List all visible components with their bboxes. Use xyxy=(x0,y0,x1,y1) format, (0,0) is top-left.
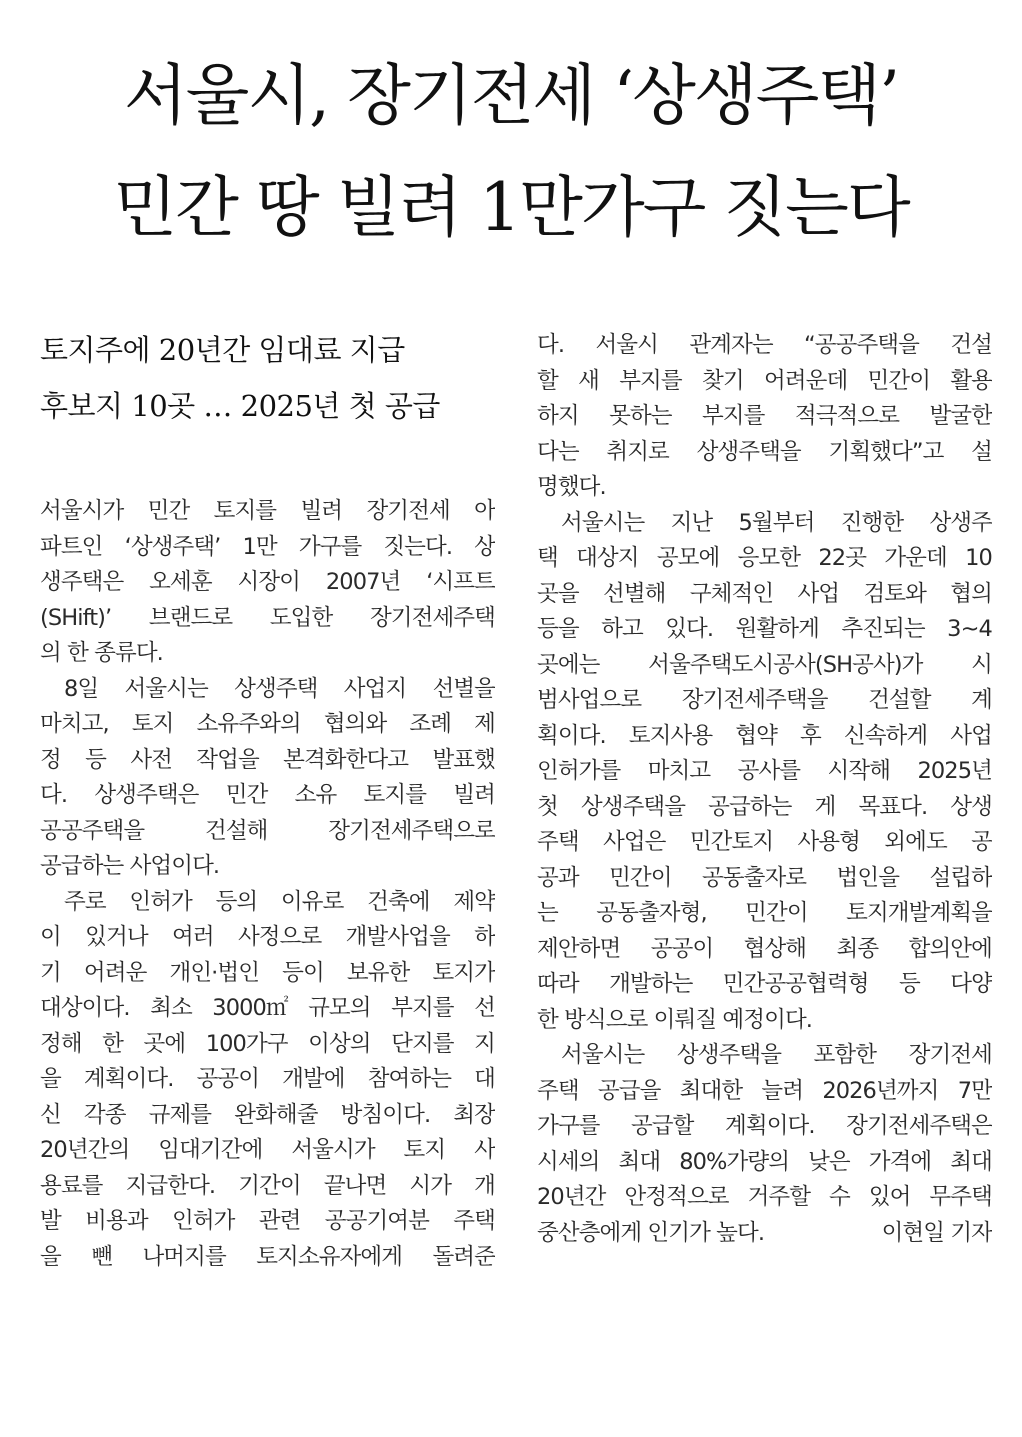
word: 무주택 xyxy=(929,1184,992,1210)
word: 서울시는 xyxy=(124,675,208,702)
word: “공공주택을 xyxy=(804,332,919,358)
word: 기간이 xyxy=(238,1172,301,1199)
text-line xyxy=(40,920,495,956)
word: 도입한 xyxy=(269,604,333,631)
word: 찾기 xyxy=(702,367,744,394)
word: 늘려 xyxy=(761,1077,804,1104)
word: 인허가 xyxy=(129,888,192,915)
word: 마치고 xyxy=(647,758,711,784)
word: 낮은 xyxy=(808,1148,850,1175)
word: 장기전세주택을 xyxy=(681,687,828,713)
word: 부지를 xyxy=(619,367,682,394)
word: 취지로 xyxy=(606,438,669,465)
word: 공급을 xyxy=(597,1077,661,1104)
word: 관계자는 xyxy=(689,332,773,358)
word: 각종 xyxy=(83,1101,126,1128)
word: 주택 xyxy=(537,829,579,855)
text-line xyxy=(537,1180,992,1216)
word: 등이 xyxy=(282,959,324,986)
word: 대상지 xyxy=(576,545,639,571)
word: 계획이다. xyxy=(725,1113,815,1139)
text-line xyxy=(40,1133,495,1169)
word: 보유한 xyxy=(346,959,410,986)
word: 응모한 xyxy=(737,545,801,571)
word: 개 xyxy=(474,1172,495,1199)
word: 가격에 xyxy=(868,1148,932,1175)
word: 빌려 xyxy=(453,782,495,808)
word: 있어 xyxy=(868,1184,911,1210)
word: 등의 xyxy=(215,888,258,915)
text-line: 공급하는 사업이다. xyxy=(40,853,220,879)
word: 따라 xyxy=(537,971,579,997)
text-line xyxy=(537,328,992,364)
word: 추진되는 xyxy=(841,616,925,642)
word: 합의안에 xyxy=(908,935,992,962)
word: 곳을 xyxy=(537,580,579,607)
word: 못하는 xyxy=(609,403,672,429)
word: 임대기간에 xyxy=(158,1137,263,1163)
word: 사업지 xyxy=(343,675,407,702)
word: 공공기여분 xyxy=(324,1208,429,1234)
article-column-right xyxy=(537,328,992,1251)
word: 주택 xyxy=(453,1208,495,1234)
word: 상생주택을 xyxy=(696,438,801,465)
word: 하 xyxy=(474,924,495,950)
word: 서울주택도시공사(SH공사)가 xyxy=(648,651,923,678)
word: 있다. xyxy=(665,616,714,642)
word: 브랜드로 xyxy=(148,604,233,631)
headline-line-1: 서울시, 장기전세 ‘상생주택’ xyxy=(123,57,899,134)
word: 1만 xyxy=(242,533,277,560)
word: 22곳 xyxy=(818,545,867,571)
word: 개발하는 xyxy=(609,971,693,997)
text-line xyxy=(537,861,992,897)
word: 오세훈 xyxy=(149,569,212,595)
word: 이유로 xyxy=(280,888,344,915)
text-line xyxy=(40,707,495,743)
text-line xyxy=(40,778,495,814)
subheadline xyxy=(40,322,510,434)
word: 조례 xyxy=(409,711,452,737)
word: 개발사업을 xyxy=(345,924,450,950)
text-line xyxy=(40,743,495,779)
word: 장기전세 xyxy=(908,1042,992,1068)
word: 공공주택을 xyxy=(40,817,145,844)
text-line xyxy=(40,814,495,850)
word: 작업을 xyxy=(196,746,259,773)
word: 서울시는 xyxy=(561,1042,645,1068)
text-line xyxy=(537,364,992,400)
word: 을 xyxy=(40,1243,61,1270)
word: 파트인 xyxy=(40,533,103,560)
text-line xyxy=(537,1038,992,1074)
word: 공사를 xyxy=(737,758,801,784)
text-line xyxy=(537,967,992,1003)
word: 주로 xyxy=(64,888,106,915)
text-line xyxy=(537,932,992,968)
word: 정 xyxy=(40,746,61,773)
word: 민간이 xyxy=(609,864,672,891)
text-line xyxy=(40,494,495,530)
word: 상생주택을 xyxy=(676,1042,782,1068)
word: 검토와 xyxy=(863,580,926,607)
word: 장기전세주택으로 xyxy=(328,817,495,844)
word: 인허가 xyxy=(171,1208,235,1234)
word: 20년간의 xyxy=(40,1137,130,1163)
word: 진행한 xyxy=(840,509,904,536)
word: 곳에는 xyxy=(537,651,600,678)
word: 토지 xyxy=(403,1137,446,1163)
word: 선별해 xyxy=(602,580,666,607)
word: 장기전세주택은 xyxy=(846,1113,992,1139)
word: 정해 xyxy=(40,1030,82,1057)
word: 최소 xyxy=(150,995,192,1021)
text-line xyxy=(537,825,992,861)
word: 협의와 xyxy=(323,711,387,737)
word: 2025년 xyxy=(917,758,992,784)
word: 규모의 xyxy=(308,995,371,1021)
word: (SHift)’ xyxy=(40,604,112,631)
word: 기획했다”고 xyxy=(828,438,944,465)
text-line xyxy=(537,896,992,932)
text-line xyxy=(40,1098,495,1134)
word: 건설해 xyxy=(204,817,268,844)
subheadline-line-1: 토지주에 20년간 임대료 지급 xyxy=(40,333,405,367)
byline: 이현일 기자 xyxy=(881,1219,992,1246)
word: 최장 xyxy=(453,1101,495,1128)
word: 곳에 xyxy=(143,1030,186,1057)
word: 시세의 xyxy=(537,1148,600,1175)
word: 제안하면 xyxy=(537,935,621,962)
text-line xyxy=(537,754,992,790)
word: 5월부터 xyxy=(738,509,815,536)
text-line xyxy=(537,719,992,755)
word: 상생 xyxy=(950,793,992,820)
word: 이상의 xyxy=(308,1030,371,1057)
headline xyxy=(0,40,1022,264)
word: 할 xyxy=(537,367,558,394)
word: 상생주택을 xyxy=(580,793,686,820)
word: 부지를 xyxy=(391,995,454,1021)
word: 돌려준 xyxy=(432,1243,495,1270)
word: 사업 xyxy=(797,580,840,607)
text-line xyxy=(537,435,992,471)
text-line xyxy=(537,399,992,435)
word: 짓는다. xyxy=(383,533,453,560)
word: 등 xyxy=(899,971,920,997)
word: 개인·법인 xyxy=(169,959,260,986)
text-line xyxy=(537,1145,992,1181)
word: 사 xyxy=(474,1137,495,1163)
word: 이 xyxy=(40,924,61,950)
word: 인허가를 xyxy=(537,758,621,784)
word: 100가구 xyxy=(205,1030,288,1057)
text-line xyxy=(537,612,992,648)
word: 개발에 xyxy=(282,1066,345,1092)
word: 적극적으로 xyxy=(794,403,900,429)
word: 범사업으로 xyxy=(537,687,642,713)
word: 완화해줄 xyxy=(234,1101,318,1128)
word: 발굴한 xyxy=(929,403,992,429)
word: 상생주택은 xyxy=(94,782,199,808)
word: 방침이다. xyxy=(340,1101,431,1128)
word: ‘상생주택’ xyxy=(124,533,221,560)
word: 장기전세 xyxy=(366,498,450,524)
word: 등 xyxy=(85,746,106,773)
word: 공급하는 xyxy=(708,793,792,820)
text-line xyxy=(40,1169,495,1205)
word: 있거나 xyxy=(85,924,148,950)
word: 하고 xyxy=(601,616,643,642)
word: 수 xyxy=(829,1184,850,1210)
word: 공공이 xyxy=(196,1066,260,1092)
word: 본격화한다고 xyxy=(283,746,409,773)
word: 공과 xyxy=(537,864,579,891)
text-line xyxy=(40,1027,495,1063)
word: 첫 xyxy=(537,793,558,820)
headline-line-2: 민간 땅 빌려 1만가구 짓는다 xyxy=(113,169,909,246)
text-line-final: 중산층에게 인기가 높다. xyxy=(537,1219,765,1246)
word: 공동출자형, xyxy=(596,900,707,926)
word: 부지를 xyxy=(701,403,765,429)
text-line xyxy=(40,1240,495,1276)
text-line xyxy=(537,541,992,577)
word: 사용형 xyxy=(797,829,860,855)
word: 공급할 xyxy=(631,1113,694,1139)
word: 안정적으로 xyxy=(624,1184,729,1210)
word: 비용과 xyxy=(85,1208,148,1234)
word: 한 xyxy=(102,1030,124,1057)
text-line xyxy=(40,672,495,708)
word: 주택 xyxy=(537,1077,579,1104)
word: 토지개발계획을 xyxy=(846,900,992,926)
text-line xyxy=(40,1204,495,1240)
word: 토지사용 xyxy=(628,722,713,749)
word: 장기전세주택 xyxy=(369,604,495,631)
word: 구체적인 xyxy=(689,580,774,607)
word: 계 xyxy=(971,687,992,713)
word: 사전 xyxy=(130,746,172,773)
word: 끝나면 xyxy=(323,1172,387,1199)
word: 토지를 xyxy=(213,498,277,524)
word: 민간 xyxy=(147,498,190,524)
word: 민간이 xyxy=(867,367,931,394)
word: 목표다. xyxy=(858,793,928,820)
text-line xyxy=(40,565,495,601)
word: 공공이 xyxy=(650,935,714,962)
text-line xyxy=(537,683,992,719)
word: 시작해 xyxy=(827,758,891,784)
word: 가운데 xyxy=(884,545,947,571)
text-line xyxy=(537,577,992,613)
word: 획이다. xyxy=(537,722,606,749)
word: 용료를 xyxy=(40,1172,103,1199)
word: 활용 xyxy=(950,367,992,394)
text-line xyxy=(40,1062,495,1098)
text-line xyxy=(40,885,495,921)
word: 협의 xyxy=(950,580,992,607)
word: 관련 xyxy=(258,1208,301,1234)
word: 다. xyxy=(537,332,565,358)
word: 발표했 xyxy=(432,746,495,773)
word: 민간공공협력형 xyxy=(722,971,869,997)
word: 하지 xyxy=(537,403,579,429)
word: 제 xyxy=(474,711,495,737)
word: 소유주와의 xyxy=(196,711,301,737)
word: 어려운데 xyxy=(763,367,848,394)
word: 사업은 xyxy=(602,829,666,855)
text-line xyxy=(40,991,495,1027)
word: 생주택은 xyxy=(40,569,124,595)
word: 마치고, xyxy=(40,711,109,737)
text-line-with-byline xyxy=(537,1216,992,1252)
word: 서울시 xyxy=(595,332,658,358)
text-line xyxy=(40,530,495,566)
word: 서울시는 xyxy=(561,509,645,536)
text-line xyxy=(537,790,992,826)
word: 민간이 xyxy=(745,900,808,926)
word: 발 xyxy=(40,1208,61,1234)
word: 신 xyxy=(40,1101,61,1128)
word: 다양 xyxy=(950,971,992,997)
word: 건설 xyxy=(950,332,992,358)
word: 8일 xyxy=(64,675,99,702)
word: 토지소유자에게 xyxy=(256,1243,403,1270)
word: 7만 xyxy=(957,1077,992,1104)
word: 시가 xyxy=(409,1172,452,1199)
word: 2026년까지 xyxy=(822,1077,939,1104)
word: 공모에 xyxy=(656,545,720,571)
word: 사정으로 xyxy=(237,924,322,950)
word: 대상이다. xyxy=(40,995,130,1021)
word: 게 xyxy=(814,793,836,820)
word: 공동출자로 xyxy=(701,864,807,891)
text-line xyxy=(537,1109,992,1145)
word: 여러 xyxy=(171,924,214,950)
word: 토지 xyxy=(131,711,174,737)
word: 다는 xyxy=(537,438,579,465)
word: 토지가 xyxy=(432,959,495,986)
word: 공 xyxy=(971,829,992,855)
word: 새 xyxy=(578,367,599,394)
word: ‘시프트 xyxy=(426,569,495,595)
word: 3~4 xyxy=(947,616,992,642)
word: 서울시가 xyxy=(40,498,124,524)
word: 서울시가 xyxy=(291,1137,375,1163)
word: 건축에 xyxy=(367,888,430,915)
text-line: 의 한 종류다. xyxy=(40,640,163,666)
word: 사업 xyxy=(950,722,992,749)
word: 최종 xyxy=(836,935,879,962)
word: 빌려 xyxy=(300,498,343,524)
text-line xyxy=(537,506,992,542)
word: 아 xyxy=(474,498,495,524)
word: 법인을 xyxy=(836,864,900,891)
word: 상생주택 xyxy=(234,675,318,702)
word: 지난 xyxy=(670,509,713,536)
word: 상 xyxy=(474,533,495,560)
text-line: 명했다. xyxy=(537,474,606,500)
word: 지급한다. xyxy=(125,1172,216,1199)
word: 2007년 xyxy=(325,569,401,595)
text-line xyxy=(40,956,495,992)
article-column-left xyxy=(40,494,495,1275)
word: 20년간 xyxy=(537,1184,606,1210)
word: 다. xyxy=(40,782,68,808)
word: 최대 xyxy=(950,1148,992,1175)
word: 최대 xyxy=(618,1148,661,1175)
word: 협상해 xyxy=(743,935,807,962)
word: 소유 xyxy=(294,782,337,808)
word: 시 xyxy=(971,651,992,678)
word: 3000㎡ xyxy=(212,995,288,1021)
word: 규제를 xyxy=(148,1101,212,1128)
word: 설 xyxy=(971,438,992,465)
word: 어려운 xyxy=(83,959,147,986)
word: 설립하 xyxy=(929,864,992,891)
text-line: 한 방식으로 이뤄질 예정이다. xyxy=(537,1006,813,1033)
word: 최대한 xyxy=(679,1077,743,1104)
word: 시장이 xyxy=(237,569,301,595)
subheadline-line-2: 후보지 10곳 … 2025년 첫 공급 xyxy=(40,389,440,423)
word: 10 xyxy=(965,545,992,571)
word: 상생주 xyxy=(929,509,992,536)
word: 등을 xyxy=(537,616,579,642)
word: 는 xyxy=(537,900,558,926)
word: 참여하는 xyxy=(367,1066,452,1092)
word: 외에도 xyxy=(884,829,947,855)
word: 거주할 xyxy=(747,1184,811,1210)
word: 을 xyxy=(40,1066,61,1092)
word: 포함한 xyxy=(813,1042,877,1068)
word: 협약 xyxy=(735,722,777,749)
word: 80%가량의 xyxy=(679,1148,790,1175)
word: 가구를 xyxy=(298,533,362,560)
word: 나머지를 xyxy=(142,1243,226,1270)
word: 건설할 xyxy=(868,687,931,713)
word: 토지를 xyxy=(363,782,427,808)
word: 선 xyxy=(474,995,495,1021)
word: 택 xyxy=(537,545,558,571)
word: 민간토지 xyxy=(689,829,774,855)
word: 제약 xyxy=(453,888,495,915)
word: 뺀 xyxy=(91,1243,113,1270)
word: 후 xyxy=(799,722,821,749)
text-line xyxy=(40,601,495,637)
word: 지 xyxy=(474,1030,495,1057)
text-line xyxy=(537,648,992,684)
word: 기 xyxy=(40,959,61,986)
word: 계획이다. xyxy=(83,1066,174,1092)
word: 가구를 xyxy=(537,1113,600,1139)
word: 민간 xyxy=(225,782,268,808)
word: 대 xyxy=(474,1066,495,1092)
word: 단지를 xyxy=(391,1030,454,1057)
text-line xyxy=(537,1074,992,1110)
word: 선별을 xyxy=(432,675,495,702)
word: 신속하게 xyxy=(843,722,928,749)
word: 원활하게 xyxy=(735,616,819,642)
